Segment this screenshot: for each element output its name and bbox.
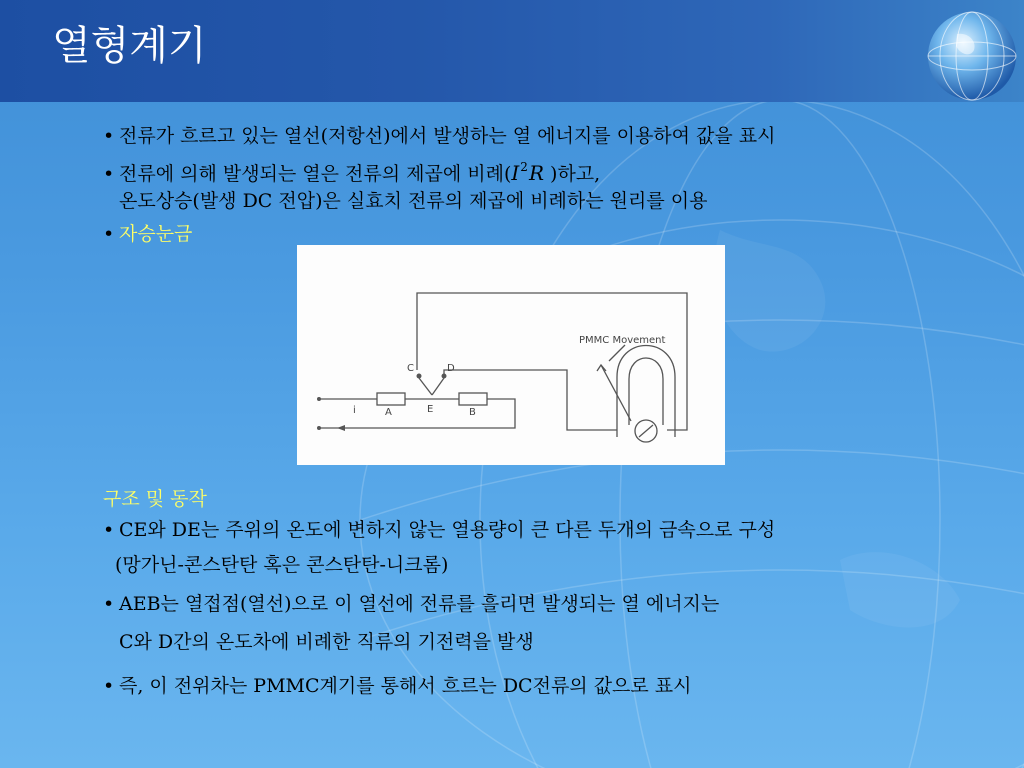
bullet-item [103,674,692,698]
label-pmmc-movement: PMMC Movement [579,335,666,346]
label-a: A [385,407,392,418]
label-i: i [353,405,356,416]
needle [601,365,631,421]
bullet-continuation: 온도상승(발생 DC 전압)은 실효치 전류의 제곱에 비례하는 원리를 이용 [119,190,708,212]
bullet-text: 전류에 의해 발생되는 열은 전류의 제곱에 비례( [119,163,512,185]
bullet-item [103,518,775,542]
label-leader [609,345,625,361]
bullet-dot: • [103,593,115,615]
terminal-d [442,374,447,379]
bullet-text: 자승눈금 [119,223,193,245]
terminal-in [317,397,321,401]
wire-c [419,378,432,395]
terminal-out [317,426,321,430]
bullet-text: 즉, 이 전위차는 PMMC계기를 통해서 흐르는 DC전류의 값으로 표시 [119,675,692,697]
wire-d-return [444,370,617,430]
slide-title: 열형계기 [52,23,207,69]
wire-return [319,399,515,428]
thermocouple-circuit-diagram [297,245,725,465]
bullet-dot: • [103,519,115,541]
resistor-b [459,393,487,405]
bullet-item [103,124,776,148]
bullet-text: AEB는 열접점(열선)으로 이 열선에 전류를 흘리면 발생되는 열 에너지는 [119,593,720,615]
bullet-dot: • [103,223,115,245]
section-heading: 구조 및 동작 [103,488,207,510]
bullet-dot: • [103,125,115,147]
bullet-continuation: (망가닌-콘스탄탄 혹은 콘스탄탄-니크롬) [115,554,449,576]
formula [511,161,544,185]
wire-d [432,378,444,395]
label-b: B [469,407,476,418]
label-d: D [447,363,455,374]
formula-i: I [511,161,520,185]
bullet-text: 전류가 흐르고 있는 열선(저항선)에서 발생하는 열 에너지를 이용하여 값을 표시 [119,125,776,147]
coil-pointer [639,425,653,437]
bullet-item [103,222,192,246]
magnet-inner [629,358,663,425]
label-e: E [427,404,434,415]
arrow-return [337,425,345,431]
bullet-item [103,155,600,186]
bullet-dot: • [103,163,115,185]
bullet-continuation: C와 D간의 온도차에 비례한 직류의 기전력을 발생 [119,631,534,653]
circuit-svg [297,245,725,465]
label-c: C [407,363,414,374]
bullet-text: )하고, [544,163,601,185]
wire-top [417,293,687,430]
needle-arrow [597,365,606,371]
formula-exponent: 2 [520,160,528,174]
bullet-dot: • [103,675,115,697]
resistor-a [377,393,405,405]
bullet-item [103,592,719,616]
bullet-text: CE와 DE는 주위의 온도에 변하지 않는 열용량이 큰 다른 두개의 금속으로 구성 [119,519,776,541]
terminal-c [417,374,422,379]
magnet-outer [617,346,675,438]
formula-r: R [528,161,544,185]
